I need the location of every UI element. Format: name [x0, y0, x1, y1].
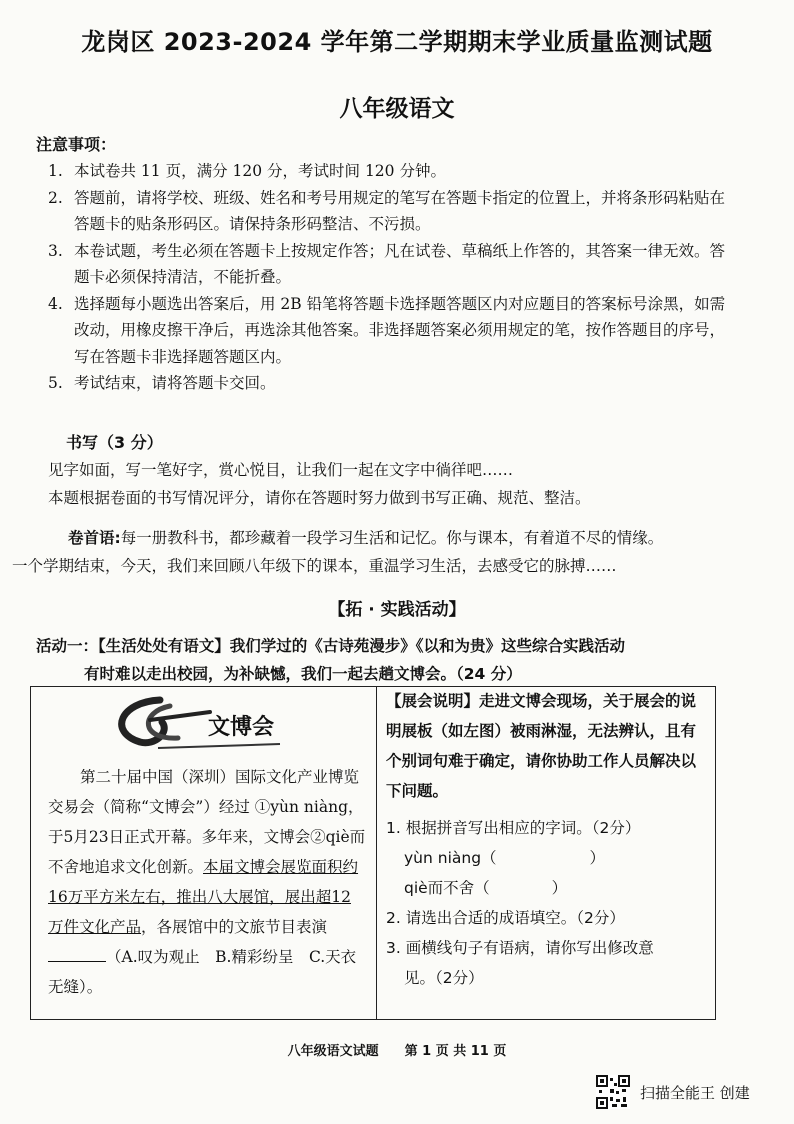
note-text: 选择题每小题选出答案后，用 2B 铅笔将答题卡选择题答题区内对应题目的答案标号涂黑，如需改动，用橡皮擦干净后，再选涂其他答案。非选择题答案必须用规定的笔，按作答题目的序号，写在答题卡非选择题答题区内。 [74, 294, 726, 366]
question-3-line-2: 见。（2分） [404, 969, 484, 987]
note-number: 3. [48, 241, 63, 260]
note-item [48, 238, 728, 291]
exam-title: 龙岗区 2023-2024 学年第二学期期末学业质量监测试题 [81, 28, 713, 56]
underlined-sentence: 本届文博会展览面积约16万平方米左右，推出八大展馆，展出超12万件文化产品 [48, 858, 359, 936]
expo-description [48, 762, 366, 1002]
expo-text-a: 第二十届中国（深圳）国际文化产业博览交易会（简称“文博会”）经过 ①yùn niàng，于5月23日正式开幕。多年来，文博会②qiè而不舍地追求文化创新。 [48, 768, 366, 876]
column-divider [376, 686, 377, 1020]
writing-line-2: 本题根据卷面的书写情况评分，请你在答题时努力做到书写正确、规范、整洁。 [48, 489, 591, 507]
note-text: 答题前，请将学校、班级、姓名和考号用规定的笔写在答题卡指定的位置上，并将条形码粘贴在答题卡的贴条形码区。请保持条形码整洁、不污损。 [74, 188, 726, 233]
fill-blank [48, 947, 106, 962]
note-item [48, 158, 728, 185]
note-number: 4. [48, 294, 63, 313]
expo-text-b: ，各展馆中的文旅节目表演 [141, 918, 328, 936]
note-item [48, 291, 728, 371]
preface-line-1 [36, 522, 776, 554]
preface-text-1: 每一册教科书，都珍藏着一段学习生活和记忆。你与课本，有着道不尽的情缘。 [120, 529, 664, 547]
note-item [48, 185, 728, 238]
question-1a: yùn niàng（ ） [404, 849, 606, 867]
note-text: 本试卷共 11 页，满分 120 分，考试时间 120 分钟。 [74, 162, 446, 180]
notes-list [48, 158, 728, 397]
notes-heading: 注意事项： [36, 135, 117, 154]
exam-subtitle: 八年级语文 [339, 95, 455, 122]
note-number: 2. [48, 188, 63, 207]
preface-line-2: 一个学期结束，今天，我们来回顾八年级下的课本，重温学习生活，去感受它的脉搏…… [12, 557, 617, 575]
section-heading: 【拓 · 实践活动】 [328, 600, 466, 620]
activity-line-2: 有时难以走出校园，为补缺憾，我们一起去趟文博会。（24 分） [84, 665, 522, 683]
question-3-line-1: 3. 画横线句子有语病，请你写出修改意 [386, 939, 654, 957]
question-2: 2. 请选出合适的成语填空。（2分） [386, 909, 625, 927]
question-1b: qiè而不舍（ ） [404, 879, 568, 897]
exhibit-instructions: 【展会说明】走进文博会现场，关于展会的说明展板（如左图）被雨淋湿，无法辨认，且有个别词句难于确定，请你协助工作人员解决以下问题。 [386, 692, 697, 800]
question-1: 1. 根据拼音写出相应的字词。（2分） [386, 819, 641, 837]
expo-logo-text: 文博会 [208, 714, 275, 740]
note-text: 本卷试题，考生必须在答题卡上按规定作答；凡在试卷、草稿纸上作答的，其答案一律无效。答题卡必须保持清洁，不能折叠。 [74, 241, 726, 286]
writing-line-1: 见字如面，写一笔好字，赏心悦目，让我们一起在文字中徜徉吧…… [48, 461, 514, 479]
idiom-options: （A.叹为观止 B.精彩纷呈 C.天衣无缝）。 [48, 948, 357, 996]
note-number: 1. [48, 162, 63, 180]
qr-code-icon [596, 1075, 630, 1109]
preface-label: 卷首语: [68, 529, 121, 547]
activity-prompt [36, 632, 786, 688]
page-footer: 八年级语文试题 第 1 页 共 11 页 [287, 1044, 507, 1059]
scanner-watermark: 扫描全能王 创建 [640, 1084, 750, 1102]
note-text: 考试结束，请将答题卡交回。 [74, 374, 276, 392]
writing-heading: 书写（3 分） [66, 433, 163, 452]
activity-line-1: 活动一：【生活处处有语文】我们学过的《古诗苑漫步》《以和为贵》这些综合实践活动 [36, 637, 626, 655]
expo-logo [100, 692, 310, 754]
note-number: 5. [48, 374, 63, 392]
note-item [48, 370, 728, 397]
